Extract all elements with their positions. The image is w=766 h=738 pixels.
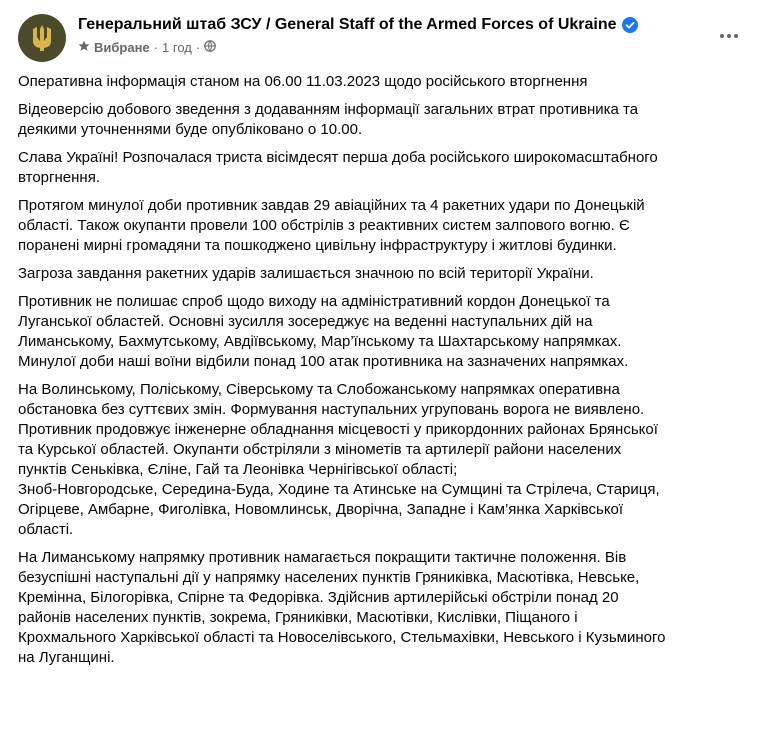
post-paragraph: На Лиманському напрямку противник намагається покращити тактичне положення. Вів безуспішні наступальні дії у напрямку населених пунктів Гряниківка, Масютівка, Невське, Кремінна, Білогорівка, Спірне та Федорівка. Здійснив артилерійські обстріли понад 20 районів населених пунктів, зокрема, Гряниківки, Масютівки, Кислівки, Піщаного і Крохмального Харківської області та Новоселівського, Стельмахівки, Невського і Кузьминого на Луганщині. xyxy=(18,549,666,666)
verified-badge-icon xyxy=(622,17,638,33)
post-paragraph: Загроза завдання ракетних ударів залишається значною по всій території України. xyxy=(18,265,594,282)
more-options-button[interactable] xyxy=(712,22,746,50)
author-name[interactable]: Генеральний штаб ЗСУ / General Staff of the Armed Forces of Ukraine xyxy=(78,16,617,33)
trident-emblem-icon xyxy=(29,23,55,53)
post-meta xyxy=(78,40,216,55)
post-text xyxy=(18,72,750,676)
author-line xyxy=(78,16,638,34)
post-header xyxy=(18,14,752,64)
post-time[interactable]: 1 год xyxy=(162,40,192,55)
post-paragraph: Протягом минулої доби противник завдав 29 авіаційних та 4 ракетних удари по Донецькій області. Також окупанти провели 100 обстрілів з реактивних систем залпового вогню. Є поранені мирні громадяни та пошкоджено цивільну інфраструктуру і житлові будинки. xyxy=(18,197,645,254)
meta-separator-2: · xyxy=(195,40,201,55)
post-paragraph: Слава Україні! Розпочалася триста вісімдесят перша доба російського широкомасштабного вторгнення. xyxy=(18,149,658,186)
page-avatar[interactable] xyxy=(18,14,66,62)
more-options-icon xyxy=(719,33,739,39)
post-paragraph: На Волинському, Поліському, Сіверському та Слобожанському напрямках оперативна обстановка без суттєвих змін. Формування наступальних угруповань ворога не виявлено. Противник продовжує інженерне обладнання місцевості у прикордонних районах Брянської та Курської областей. Окупанти обстріляли з мінометів та артилерії райони населених пунктів Сеньківка, Єліне, Гай та Леонівка Чернігівської області; Зноб-Новгородське, Середина-Буда, Ходине та Атинське на Сумщині та Стрілеча, Стариця, Огірцеве, Амбарне, Фиголівка, Новомлинськ, Дворічна, Западне і Кам’янка Харківської області. xyxy=(18,381,660,538)
star-icon xyxy=(78,40,90,55)
globe-icon[interactable] xyxy=(204,40,216,55)
post-paragraph: Оперативна інформація станом на 06.00 11.03.2023 щодо російського вторгнення xyxy=(18,73,588,90)
post-paragraph: Відеоверсію добового зведення з додаванням інформації загальних втрат противника та деякими уточненнями буде опубліковано о 10.00. xyxy=(18,101,639,138)
post-paragraph: Противник не полишає спроб щодо виходу на адміністративний кордон Донецької та Луганської областей. Основні зусилля зосереджує на веденні наступальних дій на Лиманському, Бахмутському, Авдіївському, Мар’їнському та Шахтарському напрямках. Минулої доби наші воїни відбили понад 100 атак противника на зазначених напрямках. xyxy=(18,293,629,370)
meta-separator: · xyxy=(153,40,159,55)
favorites-label[interactable]: Вибране xyxy=(94,40,150,55)
